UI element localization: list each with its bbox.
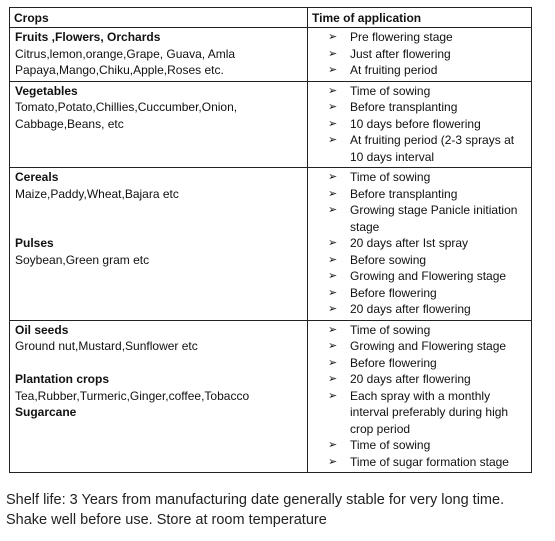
table-row [10, 320, 532, 473]
time-column-header: Time of application [308, 8, 532, 28]
application-item: ➢ Before transplanting [328, 186, 527, 203]
crop-group-title: Sugarcane [15, 405, 77, 419]
crop-list-text: Papaya,Mango,Chiku,Apple,Roses etc. [15, 63, 224, 77]
crop-application-table [9, 7, 532, 473]
application-item: ➢ 20 days after Ist spray [328, 235, 527, 252]
application-item: ➢ Just after flowering [328, 46, 527, 63]
crop-group-title: Cereals [15, 170, 59, 184]
application-item: ➢ Time of sugar formation stage [328, 454, 527, 471]
application-item: ➢ Growing and Flowering stage [328, 268, 527, 285]
application-list [328, 169, 527, 318]
application-item: ➢ At fruiting period [328, 62, 527, 79]
table-body [10, 28, 532, 473]
shelf-life-note: Shelf life: 3 Years from manufacturing date generally stable for very long time. [6, 492, 505, 508]
crops-cell [10, 28, 308, 82]
crop-group-title: Pulses [15, 236, 54, 250]
application-item: ➢ Before flowering [328, 355, 527, 372]
crop-group-title: Plantation crops [15, 372, 110, 386]
table-row [10, 81, 532, 168]
crop-group-title: Oil seeds [15, 322, 69, 337]
application-list [328, 83, 527, 166]
time-cell [308, 81, 532, 168]
application-item: ➢ Time of sowing [328, 322, 527, 339]
crop-list-text: Tomato,Potato,Chillies,Cuccumber,Onion, [15, 100, 238, 114]
application-item: ➢ Time of sowing [328, 83, 527, 100]
usage-note: Shake well before use. Store at room temperature [6, 512, 327, 528]
crop-list-text: Citrus,lemon,orange,Grape, Guava, Amla [15, 46, 236, 61]
crop-list-text: Maize,Paddy,Wheat,Bajara etc [15, 186, 179, 201]
application-list [328, 29, 527, 79]
application-item: ➢ Pre flowering stage [328, 29, 527, 46]
application-item: ➢ 20 days after flowering [328, 301, 527, 318]
crop-list-text: Soybean,Green gram etc [15, 252, 150, 267]
application-item: ➢ Growing and Flowering stage [328, 338, 527, 355]
crop-list-text: Tea,Rubber,Turmeric,Ginger,coffee,Tobacco [15, 388, 250, 403]
application-item: ➢ Each spray with a monthly interval preferably during high crop period [328, 388, 527, 438]
footer-notes [6, 490, 551, 530]
crops-cell [10, 168, 308, 321]
table-header-row [10, 8, 532, 28]
crop-group-title: Fruits ,Flowers, Orchards [15, 30, 161, 44]
time-cell [308, 168, 532, 321]
crops-column-header: Crops [10, 8, 308, 28]
time-cell [308, 320, 532, 473]
application-item: ➢ 20 days after flowering [328, 371, 527, 388]
time-cell [308, 28, 532, 82]
application-item: ➢ Time of sowing [328, 437, 527, 454]
crops-cell [10, 320, 308, 473]
application-item: ➢ Before transplanting [328, 99, 527, 116]
application-item: ➢ Before sowing [328, 252, 527, 269]
application-item: ➢ At fruiting period (2-3 sprays at 10 days interval [328, 132, 527, 165]
application-item: ➢ 10 days before flowering [328, 116, 527, 133]
table-row [10, 28, 532, 82]
table-row [10, 168, 532, 321]
application-list [328, 322, 527, 471]
application-item: ➢ Before flowering [328, 285, 527, 302]
application-item: ➢ Time of sowing [328, 169, 527, 186]
crop-list-text: Cabbage,Beans, etc [15, 116, 124, 131]
crops-cell [10, 81, 308, 168]
crop-group-title: Vegetables [15, 83, 78, 98]
application-item: ➢ Growing stage Panicle initiation stage [328, 202, 527, 235]
crop-list-text: Ground nut,Mustard,Sunflower etc [15, 339, 198, 353]
